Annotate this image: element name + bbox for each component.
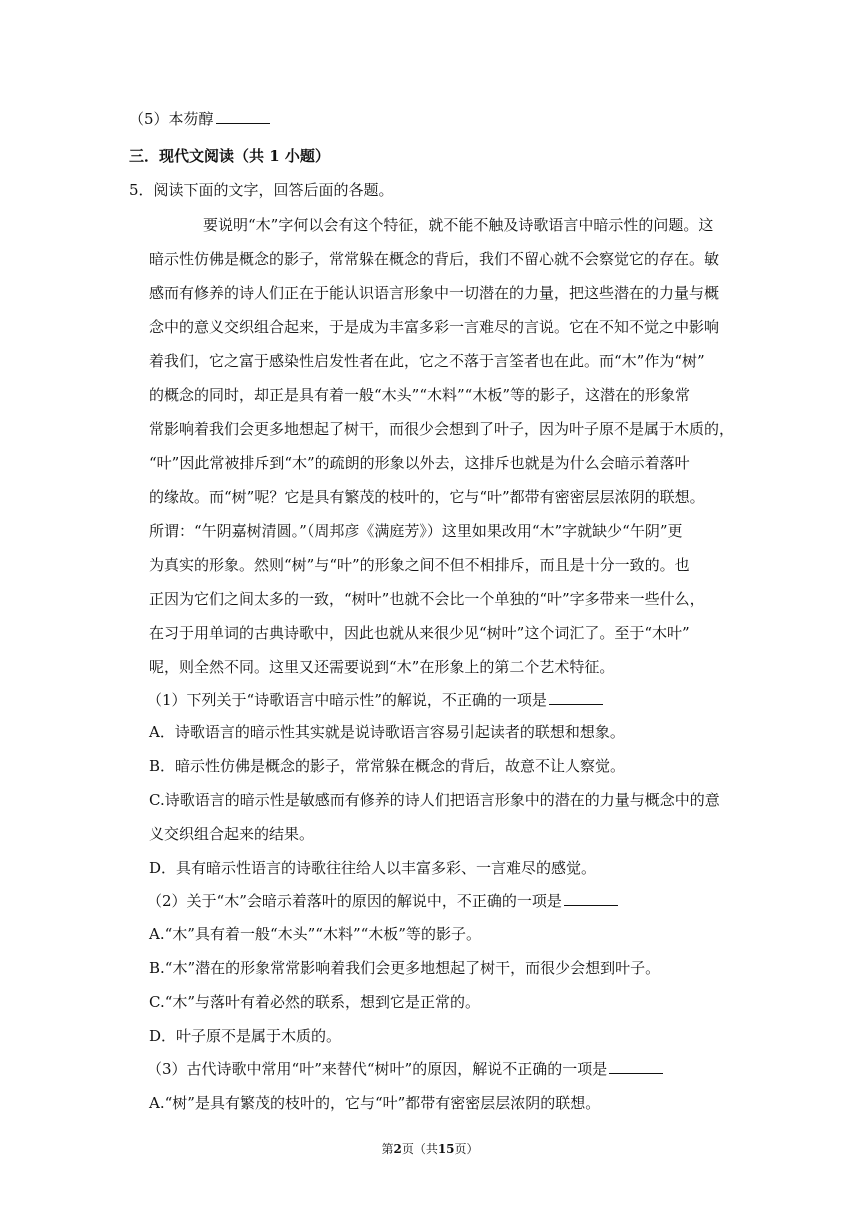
passage-line: “叶”因此常被排斥到“木”的疏朗的形象以外去，这排斥也就是为什么会暗示着落叶 bbox=[149, 454, 690, 472]
question-1-option-a: A．诗歌语言的暗示性其实就是说诗歌语言容易引起读者的联想和想象。 bbox=[149, 723, 625, 741]
passage-line: 所谓：“午阴嘉树清圆。”（周邦彦《满庭芳》）这里如果改用“木”字就缺少“午阴”更 bbox=[149, 522, 683, 540]
question-5-sub-5-text: （5）本芴醇 bbox=[129, 110, 214, 128]
question-1-stem-text: （1）下列关于“诗歌语言中暗示性”的解说，不正确的一项是 bbox=[147, 691, 547, 709]
question-3-option-a: A.“树”是具有繁茂的枝叶的，它与“叶”都带有密密层层浓阴的联想。 bbox=[149, 1094, 601, 1112]
question-2-stem bbox=[147, 891, 618, 911]
question-2-option-d: D．叶子原不是属于木质的。 bbox=[149, 1027, 342, 1045]
answer-blank bbox=[609, 1061, 663, 1074]
passage-line: 感而有修养的诗人们正在于能认识语言形象中一切潜在的力量，把这些潜在的力量与概 bbox=[149, 284, 720, 302]
passage-line: 的概念的同时，却正是具有着一般“木头”“木料”“木板”等的影子，这潜在的形象常 bbox=[149, 386, 691, 404]
page-footer bbox=[0, 1141, 860, 1157]
answer-blank bbox=[216, 111, 270, 124]
passage-line: 为真实的形象。然则“树”与“叶”的形象之间不但不相排斥，而且是十分一致的。也 bbox=[149, 556, 690, 574]
question-1-option-c: C.诗歌语言的暗示性是敏感而有修养的诗人们把语言形象中的潜在的力量与概念中的意 bbox=[149, 791, 720, 809]
passage-line: 暗示性仿佛是概念的影子，常常躲在概念的背后，我们不留心就不会察觉它的存在。敏 bbox=[149, 250, 720, 268]
footer-prefix: 第 bbox=[381, 1142, 394, 1156]
question-2-option-a: A.“木”具有着一般“木头”“木料”“木板”等的影子。 bbox=[149, 925, 481, 943]
footer-page-number: 2 bbox=[393, 1142, 402, 1156]
question-5-sub-5 bbox=[129, 109, 270, 129]
question-1-option-c-continued: 义交织组合起来的结果。 bbox=[149, 825, 315, 843]
question-1-option-d: D．具有暗示性语言的诗歌往往给人以丰富多彩、一言难尽的感觉。 bbox=[149, 859, 597, 877]
question-2-option-c: C.“木”与落叶有着必然的联系，想到它是正常的。 bbox=[149, 993, 481, 1011]
question-2-stem-text: （2）关于“木”会暗示着落叶的原因的解说中，不正确的一项是 bbox=[147, 892, 562, 910]
question-3-stem-text: （3）古代诗歌中常用“叶”来替代“树叶”的原因，解说不正确的一项是 bbox=[147, 1060, 608, 1078]
passage-line: 要说明“木”字何以会有这个特征，就不能不触及诗歌语言中暗示性的问题。这 bbox=[203, 216, 714, 234]
passage-line: 的缘故。而“树”呢？它是具有繁茂的枝叶的，它与“叶”都带有密密层层浓阴的联想。 bbox=[149, 488, 705, 506]
question-5-stem: 5．阅读下面的文字，回答后面的各题。 bbox=[129, 181, 394, 199]
question-2-option-b: B.“木”潜在的形象常常影响着我们会更多地想起了树干，而很少会想到叶子。 bbox=[149, 959, 661, 977]
passage-line: 正因为它们之间太多的一致，“树叶”也就不会比一个单独的“叶”字多带来一些什么， bbox=[149, 590, 705, 608]
section-heading: 三．现代文阅读（共 1 小题） bbox=[129, 147, 330, 165]
passage-line: 常影响着我们会更多地想起了树干，而很少会想到了叶子，因为叶子原不是属于木质的， bbox=[149, 420, 735, 438]
footer-suffix: 页） bbox=[454, 1142, 479, 1156]
question-1-stem bbox=[147, 690, 603, 710]
question-3-stem bbox=[147, 1059, 663, 1079]
question-1-option-b: B．暗示性仿佛是概念的影子，常常躲在概念的背后，故意不让人察觉。 bbox=[149, 757, 626, 775]
passage-line: 在习于用单词的古典诗歌中，因此也就从来很少见“树叶”这个词汇了。至于“木叶” bbox=[149, 624, 690, 642]
passage-line: 念中的意义交织组合起来，于是成为丰富多彩一言难尽的言说。它在不知不觉之中影响 bbox=[149, 318, 720, 336]
answer-blank bbox=[549, 692, 603, 705]
footer-middle: 页（共 bbox=[401, 1142, 438, 1156]
answer-blank bbox=[564, 893, 618, 906]
passage-line: 呢，则全然不同。这里又还需要说到“木”在形象上的第二个艺术特征。 bbox=[149, 658, 615, 676]
footer-total-pages: 15 bbox=[437, 1142, 455, 1156]
passage-line: 着我们，它之富于感染性启发性者在此，它之不落于言筌者也在此。而“木”作为“树” bbox=[149, 352, 705, 370]
